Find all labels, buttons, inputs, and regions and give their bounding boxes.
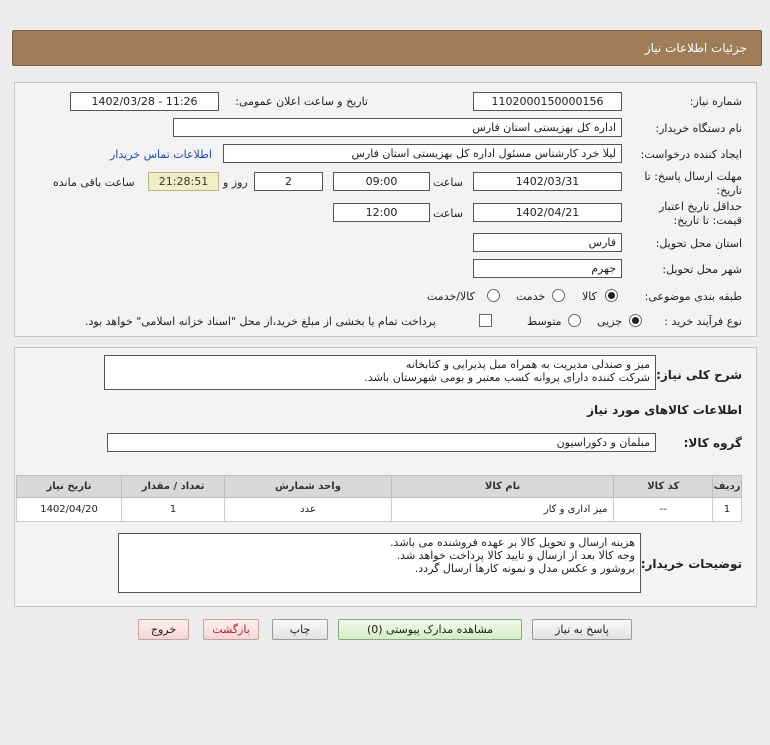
cell-row: 1: [713, 498, 742, 522]
days-label: روز و: [223, 176, 248, 189]
process-radio-medium[interactable]: [568, 314, 581, 327]
process-radio-minor[interactable]: [629, 314, 642, 327]
process-label: نوع فرآیند خرید :: [664, 315, 742, 328]
table-header-row: [17, 476, 742, 498]
items-table: [16, 475, 742, 522]
buyer-org-field: اداره کل بهزیستی استان فارس: [173, 118, 622, 137]
creator-field: لیلا خرد کارشناس مسئول اداره کل بهزیستی استان فارس: [223, 144, 622, 163]
cell-code: --: [614, 498, 713, 522]
buyer-notes-field: [118, 533, 641, 593]
category-radio-service[interactable]: [552, 289, 565, 302]
table-row[interactable]: [17, 498, 742, 522]
process-option-medium: متوسط: [527, 315, 562, 328]
col-name: نام کالا: [391, 476, 613, 498]
goods-info-title: اطلاعات کالاهای مورد نیاز: [587, 403, 742, 417]
validity-label: حداقل تاریخ اعتبار قیمت: تا تاریخ:: [658, 200, 742, 227]
remaining-time-field: 21:28:51: [148, 172, 219, 191]
view-attachments-button[interactable]: مشاهده مدارک پیوستی (0): [338, 619, 522, 640]
need-number-field: 1102000150000156: [473, 92, 622, 111]
description-line-2: شرکت کننده دارای پروانه کسب معتبر و بومی شهرستان باشد.: [364, 371, 650, 384]
print-button[interactable]: چاپ: [272, 619, 328, 640]
validity-time-field: 12:00: [333, 203, 430, 222]
description-line-1: میز و صندلی مدیریت به همراه مبل پذیرایی و کتابخانه: [405, 358, 650, 371]
col-date: تاریخ نیاز: [17, 476, 122, 498]
goods-group-field: مبلمان و دکوراسیون: [107, 433, 656, 452]
col-row: ردیف: [713, 476, 742, 498]
cell-name: میز اداری و کار: [391, 498, 613, 522]
reply-time-label: ساعت: [433, 176, 463, 189]
page-title: جزئیات اطلاعات نیاز: [644, 41, 747, 55]
city-label: شهر محل تحویل:: [662, 263, 742, 276]
buyer-note-line-3: بروشور و عکس مدل و نمونه کارها ارسال گردد.: [414, 562, 635, 575]
col-code: کد کالا: [614, 476, 713, 498]
buyer-notes-label: توضیحات خریدار:: [640, 557, 742, 571]
buyer-note-line-2: وجه کالا بعد از ارسال و تایید کالا پرداخت خواهد شد.: [396, 549, 635, 562]
buyer-note-line-1: هزینه ارسال و تحویل کالا بر عهده فروشنده می باشد.: [390, 536, 635, 549]
creator-label: ایجاد کننده درخواست:: [640, 148, 742, 161]
city-field: جهرم: [473, 259, 622, 278]
page-header: [12, 30, 762, 66]
reply-deadline-label: مهلت ارسال پاسخ: تا تاریخ:: [644, 170, 742, 197]
category-option-service: خدمت: [516, 290, 546, 303]
col-unit: واحد شمارش: [225, 476, 392, 498]
reply-date-field: 1402/03/31: [473, 172, 622, 191]
description-field: [104, 355, 656, 390]
back-button[interactable]: بازگشت: [203, 619, 259, 640]
announce-field: 1402/03/28 - 11:26: [70, 92, 219, 111]
cell-qty: 1: [122, 498, 225, 522]
validity-date-field: 1402/04/21: [473, 203, 622, 222]
description-label: شرح کلی نیاز:: [656, 368, 742, 382]
cell-date: 1402/04/20: [17, 498, 122, 522]
goods-group-label: گروه کالا:: [683, 436, 742, 450]
reply-time-field: 09:00: [333, 172, 430, 191]
treasury-checkbox[interactable]: [479, 314, 492, 327]
remaining-label: ساعت باقی مانده: [53, 176, 135, 189]
buyer-org-label: نام دستگاه خریدار:: [655, 122, 742, 135]
days-field: 2: [254, 172, 323, 191]
validity-time-label: ساعت: [433, 207, 463, 220]
category-label: طبقه بندی موضوعی:: [644, 290, 742, 303]
category-option-goods-service: کالا/خدمت: [427, 290, 475, 303]
treasury-note: پرداخت تمام یا بخشی از مبلغ خرید،از محل "اسناد خزانه اسلامی" خواهد بود.: [85, 315, 436, 328]
province-field: فارس: [473, 233, 622, 252]
cell-unit: عدد: [225, 498, 392, 522]
province-label: استان محل تحویل:: [655, 237, 742, 250]
need-number-label: شماره نیاز:: [689, 95, 742, 108]
category-option-goods: کالا: [582, 290, 597, 303]
buyer-contact-link[interactable]: اطلاعات تماس خریدار: [110, 148, 212, 161]
col-qty: تعداد / مقدار: [122, 476, 225, 498]
category-radio-goods[interactable]: [605, 289, 618, 302]
announce-label: تاریخ و ساعت اعلان عمومی:: [235, 95, 368, 108]
exit-button[interactable]: خروج: [138, 619, 189, 640]
reply-button[interactable]: پاسخ به نیاز: [532, 619, 632, 640]
process-option-minor: جزیی: [597, 315, 623, 328]
category-radio-goods-service[interactable]: [487, 289, 500, 302]
